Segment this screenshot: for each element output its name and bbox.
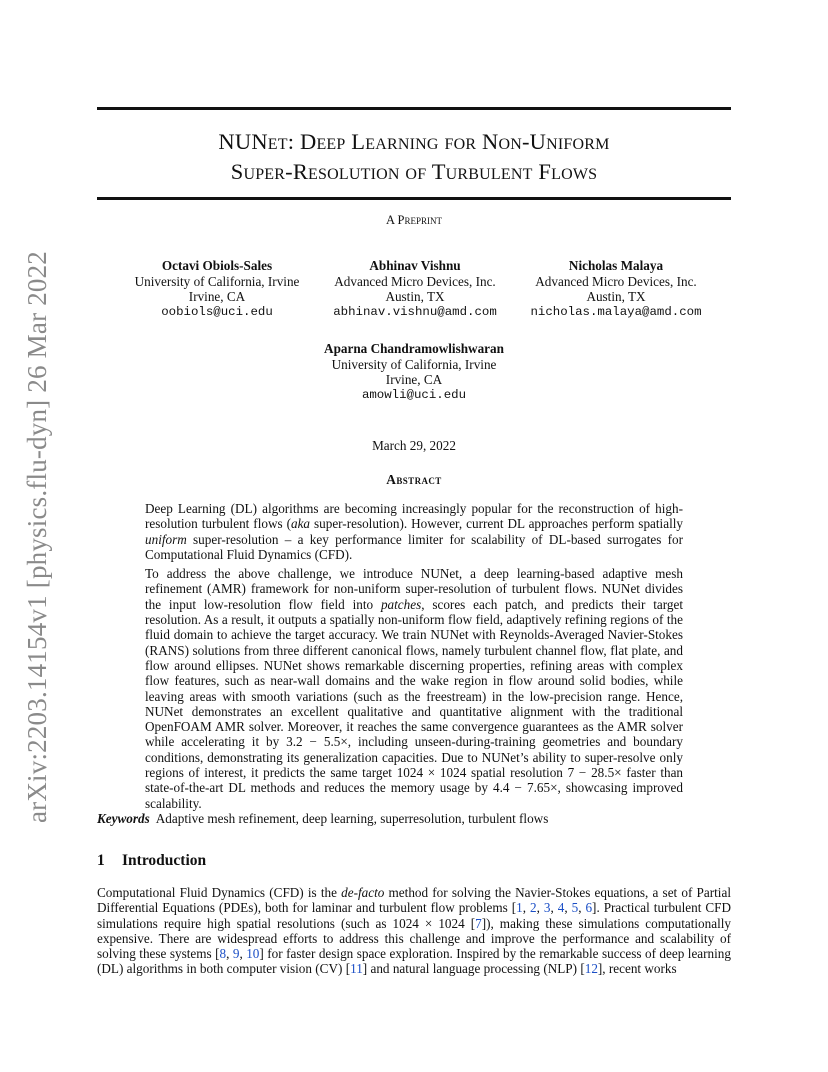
author-email: nicholas.malaya@amd.com	[530, 304, 702, 319]
math-memory-reduction: 4.4 − 7.65×	[493, 780, 558, 796]
author-email: oobiols@uci.edu	[161, 304, 273, 319]
citation-link[interactable]: 7	[475, 915, 482, 931]
section-number: 1	[97, 852, 105, 869]
author-block-3	[505, 258, 727, 320]
text-run: super-resolution – a key performance limiter for scalability of DL-based surrogates for Computational Fluid Dynamics (CFD).	[145, 531, 683, 562]
text-run-italic: uniform	[145, 531, 187, 547]
section-heading-introduction	[97, 852, 731, 870]
citation-link[interactable]: 2	[530, 900, 537, 916]
abstract-body	[145, 501, 683, 815]
text-run: ]), making these simulations computationally expensive. There are widespread efforts to address this challenge and improve the performance and scalability of solving these systems [	[97, 915, 731, 962]
citation-link[interactable]: 11	[350, 961, 363, 977]
abstract-paragraph-2	[145, 566, 683, 811]
math-speedup-amr: 3.2 − 5.5×	[286, 734, 348, 750]
keywords-label: Keywords	[97, 811, 150, 826]
text-run: , showcasing improved scalability.	[145, 780, 683, 811]
text-run: , scores each patch, and predicts their target resolution. As a result, it outputs a spatially non-uniform flow field, adaptively refining regions of the fluid domain to achieve the target accuracy. We train NUNet with Reynolds-Averaged Navier-Stokes (RANS) solutions from three different canonical flows, namely turbulent channel flow, flat plate, and flow around ellipses. NUNet shows remarkable discerning properties, refining areas with complex flow features, such as near-wall domains and the wake region in flow around solid bodies, while leaving areas with smooth variations (such as the freestream) in the low-precision range. Hence, NUNet demonstrates an excellent qualitative and quantitative alignment with the traditional OpenFOAM AMR solver. Moreover, it reaches the same convergence guarantees as the AMR solver while accelerating it by	[145, 596, 683, 750]
author-affiliation: University of California, Irvine	[134, 273, 300, 289]
citation-link[interactable]: 9	[232, 946, 240, 962]
text-run: ] and natural language processing (NLP) [	[362, 961, 585, 977]
author-name: Octavi Obiols-Sales	[161, 258, 273, 273]
text-run: super-resolution). However, current DL approaches perform spatially	[310, 516, 683, 532]
text-run: ] for faster design space exploration. Inspired by the remarkable success of deep learning (DL) algorithms in both computer vision (CV) [	[97, 946, 731, 977]
text-run: Deep Learning (DL) algorithms are becoming increasingly popular for the reconstruction of high-resolution turbulent flows (	[145, 501, 683, 532]
author-location: Irvine, CA	[188, 289, 246, 304]
citation-link[interactable]: 4	[557, 900, 565, 916]
text-run-italic: patches	[380, 596, 422, 612]
author-name: Nicholas Malaya	[568, 258, 664, 273]
author-name: Abhinav Vishnu	[369, 258, 461, 273]
abstract-heading: Abstract	[386, 472, 442, 487]
keywords-line	[97, 811, 731, 827]
title-rule-top	[97, 107, 731, 110]
author-block-1	[107, 258, 327, 320]
citation-link[interactable]: 10	[246, 946, 260, 962]
text-run: spatial resolution	[466, 765, 568, 781]
author-location: Austin, TX	[385, 289, 445, 304]
citation-link[interactable]: 1	[516, 900, 523, 916]
text-run: method for solving the Navier-Stokes equations, a set of Partial Differential Equations (PDEs), both for laminar and turbulent flow problems [	[97, 885, 731, 916]
author-name: Aparna Chandramowlishwaran	[324, 341, 504, 356]
citation-link[interactable]: 3	[543, 900, 551, 916]
citation-link[interactable]: 6	[585, 900, 593, 916]
text-run: faster than state-of-the-art DL methods and reduces the memory usage by	[145, 765, 684, 796]
keywords-text: Adaptive mesh refinement, deep learning, superresolution, turbulent flows	[155, 811, 549, 826]
text-run: , including unseen-during-training geometries and boundary conditions, demonstrating its generalization capacities. Due to NUNet’s ability to super-resolve only regions of interest, it predicts the same target	[145, 734, 683, 781]
text-run-italic: de-facto	[341, 885, 385, 900]
title-rule-bottom	[97, 197, 731, 200]
text-run: ], recent works	[597, 961, 677, 977]
author-block-2	[305, 258, 525, 320]
author-location: Irvine, CA	[385, 372, 443, 387]
intro-paragraph-1: Computational Fluid Dynamics (CFD) is the de-facto method for solving the Navier-Stokes equations, a set of Partial Differential Equations (PDEs), both for laminar and turbulent flow problems [1, 2, 3, 4, 5, 6]. Practical turbulent CFD simulations require high spatial resolutions (such as 1024 × 1024 [7]), making these simulations computationally expensive. There are widespread efforts to address this challenge and improve the performance and scalability of solving these systems [8, 9, 10] for faster design space exploration. Inspired by the remarkable success of deep learning (DL) algorithms in both computer vision (CV) [11] and natural language processing (NLP) [12], recent works	[97, 885, 732, 977]
text-run: Computational Fluid Dynamics (CFD) is the	[97, 885, 342, 900]
paper-title	[97, 127, 731, 187]
title-line-1: NUNet: Deep Learning for Non-Uniform	[218, 129, 610, 154]
arxiv-sidebar-stamp: arXiv:2203.14154v1 [physics.flu-dyn] 26 Mar 2022	[22, 250, 52, 824]
author-affiliation: Advanced Micro Devices, Inc.	[535, 273, 697, 289]
paper-date: March 29, 2022	[372, 438, 456, 453]
math-speedup-dl: 7 − 28.5×	[567, 765, 622, 781]
math-resolution: 1024 × 1024	[396, 765, 467, 781]
section-title: Introduction	[122, 852, 207, 869]
author-affiliation: Advanced Micro Devices, Inc.	[334, 273, 496, 289]
citation-link[interactable]: 12	[584, 961, 598, 977]
text-run: To address the above challenge, we introduce NUNet, a deep learning-based adaptive mesh refinement (AMR) framework for non-uniform super-resolution of turbulent flows. NUNet divides the input low-resolution flow field into	[145, 566, 683, 612]
text-run: ]. Practical turbulent CFD simulations require high spatial resolutions (such as 1024 × 1024 [	[97, 900, 732, 931]
author-block-4	[294, 341, 534, 403]
author-affiliation: University of California, Irvine	[331, 356, 497, 372]
abstract-paragraph-1	[145, 501, 683, 562]
citation-link[interactable]: 8	[219, 946, 227, 962]
author-email: abhinav.vishnu@amd.com	[333, 304, 497, 319]
citation-link[interactable]: 5	[571, 900, 579, 916]
introduction-body	[97, 885, 731, 977]
author-email: amowli@uci.edu	[361, 387, 467, 402]
author-location: Austin, TX	[586, 289, 646, 304]
title-line-2: Super-Resolution of Turbulent Flows	[230, 159, 598, 184]
preprint-label: A Preprint	[386, 213, 442, 227]
text-run-italic: aka	[290, 516, 311, 532]
